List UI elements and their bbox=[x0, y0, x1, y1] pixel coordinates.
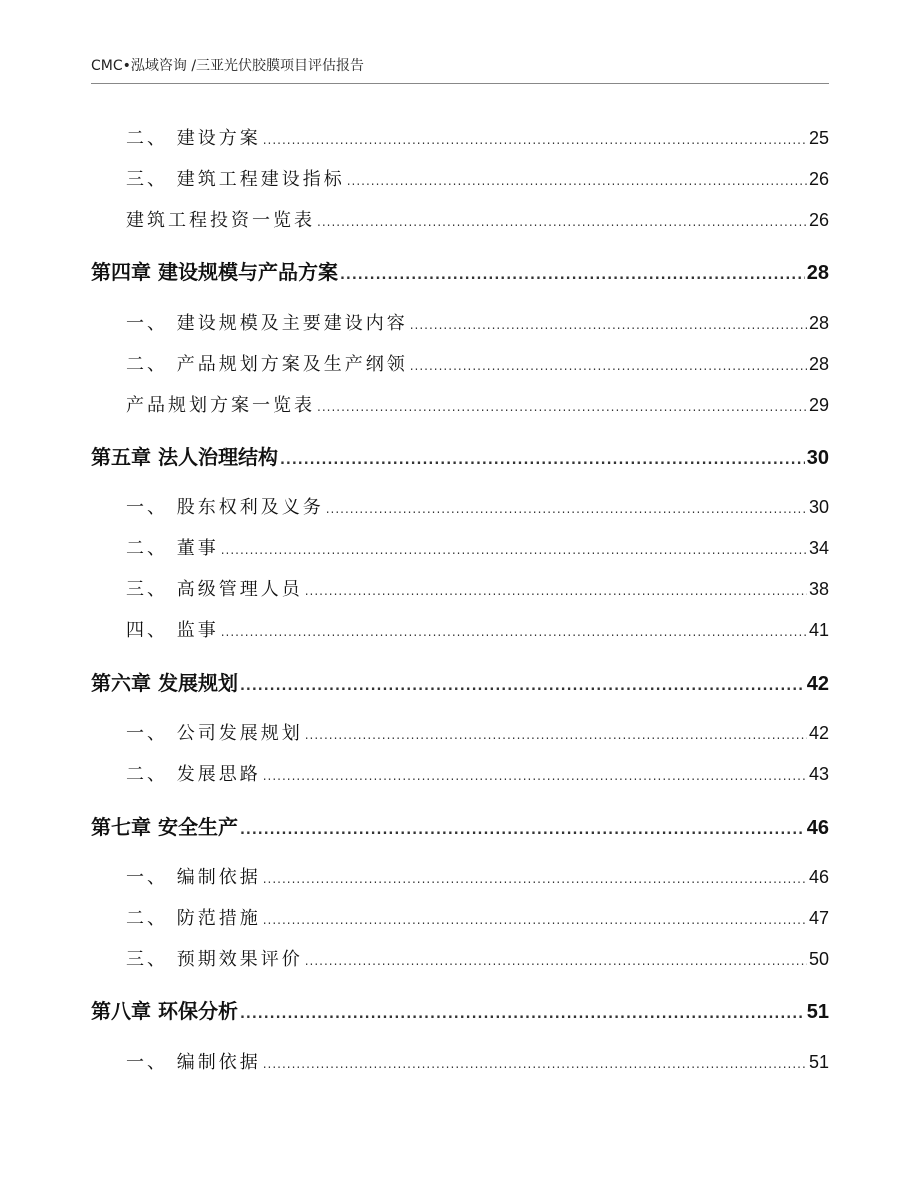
toc-leader-dots bbox=[326, 502, 807, 516]
toc-entry-page: 50 bbox=[808, 949, 829, 969]
toc-entry[interactable] bbox=[126, 863, 829, 889]
toc-entry-title: 二、 董事 bbox=[126, 538, 219, 559]
toc-chapter-entry[interactable] bbox=[91, 667, 829, 696]
toc-entry-page: 46 bbox=[806, 817, 829, 839]
toc-entry[interactable] bbox=[126, 493, 829, 519]
toc-entry[interactable] bbox=[126, 945, 829, 971]
toc-chapter-entry[interactable] bbox=[91, 995, 829, 1024]
toc-leader-dots bbox=[305, 954, 807, 968]
toc-entry-page: 25 bbox=[808, 128, 829, 148]
toc-entry[interactable] bbox=[126, 309, 829, 335]
toc-leader-dots bbox=[263, 913, 807, 927]
toc-entry-page: 47 bbox=[808, 908, 829, 928]
toc-entry-page: 42 bbox=[808, 723, 829, 743]
toc-entry-title: 第七章 安全生产 bbox=[91, 815, 238, 839]
toc-leader-dots bbox=[340, 268, 805, 283]
toc-leader-dots bbox=[305, 728, 807, 742]
toc-leader-dots bbox=[240, 823, 805, 838]
toc-entry-title: 一、 股东权利及义务 bbox=[126, 497, 324, 518]
toc-entry[interactable] bbox=[126, 719, 829, 745]
toc-entry[interactable] bbox=[126, 1048, 829, 1074]
toc-entry-title: 产品规划方案一览表 bbox=[126, 395, 315, 416]
toc-leader-dots bbox=[221, 625, 807, 639]
toc-entry[interactable] bbox=[126, 904, 829, 930]
toc-entry[interactable] bbox=[126, 616, 829, 642]
toc-leader-dots bbox=[410, 359, 807, 373]
toc-entry-title: 三、 建筑工程建设指标 bbox=[126, 169, 345, 190]
toc-leader-dots bbox=[317, 215, 807, 229]
toc-entry-title: 一、 建设规模及主要建设内容 bbox=[126, 313, 408, 334]
toc-entry-page: 26 bbox=[808, 169, 829, 189]
toc-chapter-entry[interactable] bbox=[91, 811, 829, 840]
toc-entry-title: 第四章 建设规模与产品方案 bbox=[91, 260, 338, 284]
toc-leader-dots bbox=[305, 584, 807, 598]
toc-entry[interactable] bbox=[126, 206, 829, 232]
toc-leader-dots bbox=[410, 318, 807, 332]
toc-entry[interactable] bbox=[126, 760, 829, 786]
toc-entry-title: 三、 预期效果评价 bbox=[126, 949, 303, 970]
toc-entry-page: 41 bbox=[808, 620, 829, 640]
toc-leader-dots bbox=[263, 769, 807, 783]
toc-entry[interactable] bbox=[126, 575, 829, 601]
toc-entry-page: 38 bbox=[808, 579, 829, 599]
toc-entry-page: 30 bbox=[806, 447, 829, 469]
toc-leader-dots bbox=[263, 133, 807, 147]
toc-entry-title: 二、 防范措施 bbox=[126, 908, 261, 929]
toc-leader-dots bbox=[317, 400, 807, 414]
toc-entry-title: 二、 建设方案 bbox=[126, 128, 261, 149]
toc-entry-page: 28 bbox=[808, 313, 829, 333]
toc-entry-page: 51 bbox=[806, 1001, 829, 1023]
toc-entry-title: 第五章 法人治理结构 bbox=[91, 445, 278, 469]
toc-entry-page: 51 bbox=[808, 1052, 829, 1072]
toc-entry[interactable] bbox=[126, 124, 829, 150]
toc-entry[interactable] bbox=[126, 534, 829, 560]
toc-entry[interactable] bbox=[126, 350, 829, 376]
toc-chapter-entry[interactable] bbox=[91, 441, 829, 470]
toc-entry-page: 30 bbox=[808, 497, 829, 517]
toc-leader-dots bbox=[280, 453, 805, 468]
toc-entry-title: 第六章 发展规划 bbox=[91, 671, 238, 695]
toc-leader-dots bbox=[240, 1007, 805, 1022]
toc-entry-page: 46 bbox=[808, 867, 829, 887]
toc-leader-dots bbox=[240, 679, 805, 694]
toc-entry-title: 二、 产品规划方案及生产纲领 bbox=[126, 354, 408, 375]
toc-entry-title: 第八章 环保分析 bbox=[91, 999, 238, 1023]
toc-entry-title: 一、 编制依据 bbox=[126, 867, 261, 888]
toc-entry-title: 四、 监事 bbox=[126, 620, 219, 641]
toc-entry[interactable] bbox=[126, 165, 829, 191]
toc-entry-page: 26 bbox=[808, 210, 829, 230]
toc-entry-page: 43 bbox=[808, 764, 829, 784]
toc-entry-page: 42 bbox=[806, 673, 829, 695]
running-header: CMC•泓域咨询 /三亚光伏胶膜项目评估报告 bbox=[91, 58, 365, 74]
toc-entry-title: 一、 编制依据 bbox=[126, 1052, 261, 1073]
toc-leader-dots bbox=[263, 1057, 807, 1071]
toc-leader-dots bbox=[347, 174, 807, 188]
toc-entry-title: 建筑工程投资一览表 bbox=[126, 210, 315, 231]
toc-entry-page: 28 bbox=[808, 354, 829, 374]
toc-entry-page: 34 bbox=[808, 538, 829, 558]
toc-entry-page: 28 bbox=[806, 262, 829, 284]
toc-chapter-entry[interactable] bbox=[91, 256, 829, 285]
toc-leader-dots bbox=[221, 543, 807, 557]
toc-entry-title: 一、 公司发展规划 bbox=[126, 723, 303, 744]
toc-entry[interactable] bbox=[126, 391, 829, 417]
toc-entry-title: 二、 发展思路 bbox=[126, 764, 261, 785]
toc-entry-page: 29 bbox=[808, 395, 829, 415]
toc-leader-dots bbox=[263, 872, 807, 886]
toc-entry-title: 三、 高级管理人员 bbox=[126, 579, 303, 600]
